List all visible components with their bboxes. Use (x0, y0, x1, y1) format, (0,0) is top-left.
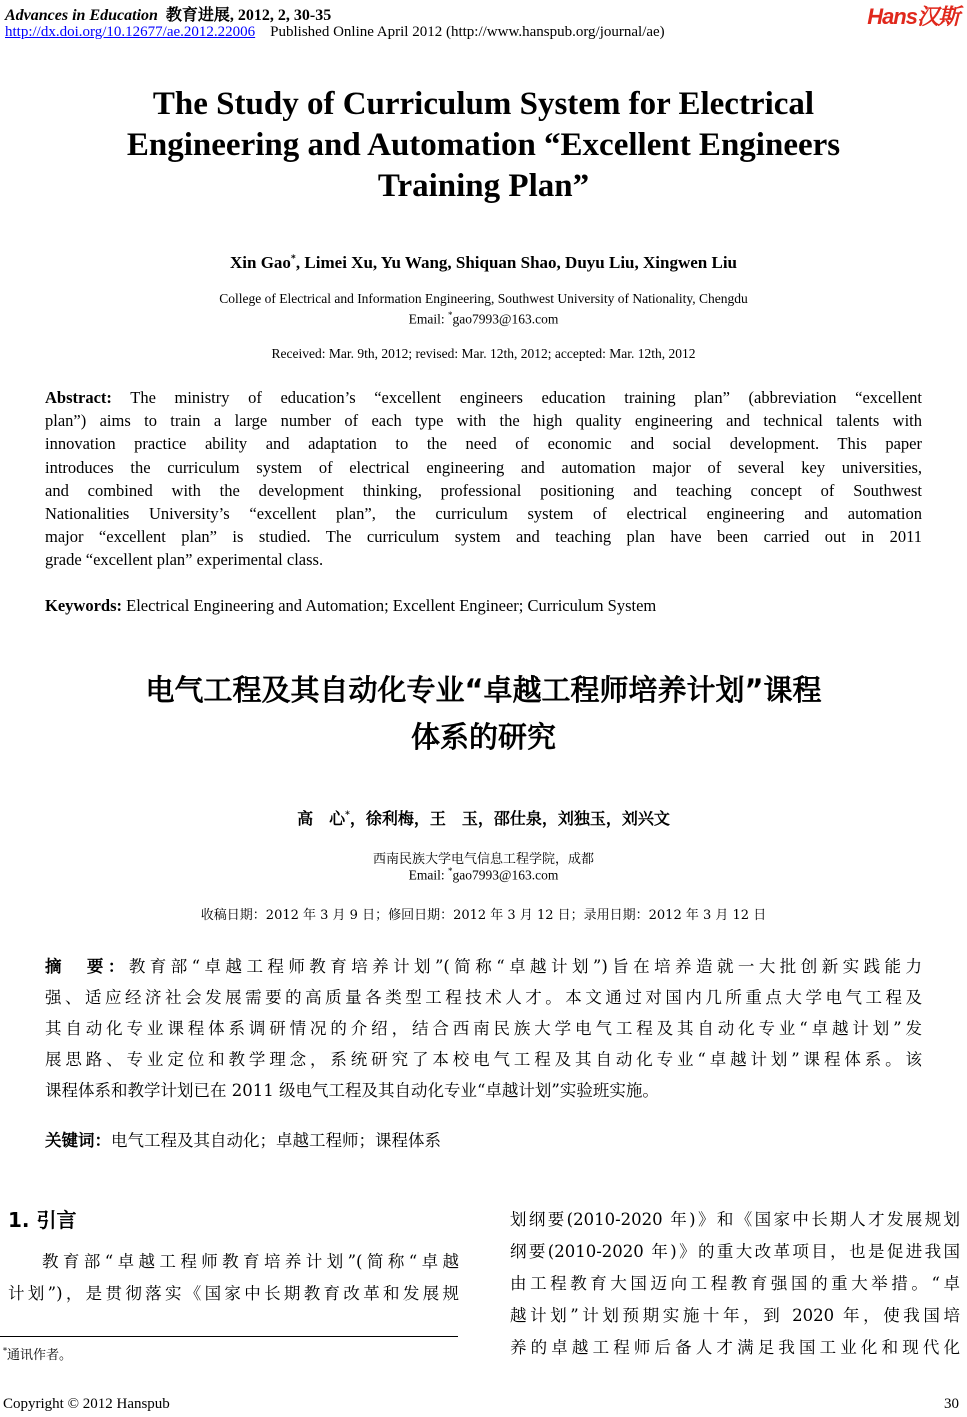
published-info: Published Online April 2012 (http://www.hanspub.org/journal/ae) (270, 24, 665, 40)
hans-logo: Hans汉斯 (867, 4, 959, 29)
abstract-line: Abstract: The ministry of education’s “excellent engineers education training plan” (abbreviation “excellent (45, 388, 923, 407)
abstract-line: introduces the curriculum system of electrical engineering and automation major of several key universities, (45, 458, 922, 477)
abstract-cn-line: 强、适应经济社会发展需要的高质量各类型工程技术人才。本文通过对国内几所重点大学电气工程及 (45, 988, 922, 1007)
title-en-line: The Study of Curriculum System for Electrical (152, 86, 815, 122)
keywords-en: Keywords: Electrical Engineering and Automation; Excellent Engineer; Curriculum System (45, 596, 657, 615)
section-heading: 1. 引言 (8, 1208, 77, 1232)
keywords-cn: 关键词：电气工程及其自动化；卓越工程师；课程体系 (45, 1131, 441, 1150)
body-line: 计划”)，是贯彻落实《国家中长期教育改革和发展规 (8, 1284, 459, 1303)
abstract-line: grade “excellent plan” experimental class. (45, 550, 324, 569)
email-en: Email: *gao7993@163.com (408, 310, 559, 327)
journal-issue: 教育进展, 2012, 2, 30-35 (165, 7, 332, 24)
abstract-cn-line: 课程体系和教学计划已在 2011 级电气工程及其自动化专业“卓越计划”实验班实施。 (45, 1081, 659, 1100)
abstract-cn-line: 摘 要：教育部“卓越工程师教育培养计划”(简称“卓越计划”)旨在培养造就一大批创新实践能力 (45, 957, 923, 976)
body-line: 纲要(2010-2020 年)》的重大改革项目，也是促进我国 (510, 1242, 960, 1261)
abstract-line: innovation practice ability and adaptation to the need of economic and social development. This paper (45, 434, 922, 453)
journal-header (5, 2, 331, 25)
body-line: 由工程教育大国迈向工程教育强国的重大举措。“卓 (510, 1274, 960, 1293)
doi-link[interactable]: http://dx.doi.org/10.12677/ae.2012.22006 (5, 24, 256, 40)
authors-en: Xin Gao*, Limei Xu, Yu Wang, Shiquan Shao, Duyu Liu, Xingwen Liu (229, 253, 738, 272)
footnote-rule (0, 1336, 458, 1337)
title-en-line: Training Plan” (377, 168, 590, 204)
affiliation-cn: 西南民族大学电气信息工程学院，成都 (372, 852, 594, 867)
abstract-cn-line: 展思路、专业定位和教学理念，系统研究了本校电气工程及其自动化专业“卓越计划”课程体系。该 (45, 1050, 922, 1069)
abstract-line: plan”) aims to train a large number of each type with the high quality engineering and technical talents with (45, 411, 922, 430)
affiliation-en: College of Electrical and Information Engineering, Southwest University of Nationality, Chengdu (219, 291, 748, 306)
dates-cn: 收稿日期：2012 年 3 月 9 日；修回日期：2012 年 3 月 12 日；录用日期：2012 年 3 月 12 日 (200, 908, 767, 923)
title-en-line: Engineering and Automation “Excellent Engineers (126, 127, 841, 163)
authors-cn: 高 心*，徐利梅，王 玉，邵仕泉，刘独玉，刘兴文 (297, 809, 670, 828)
journal-name: Advances in Education (5, 7, 158, 24)
body-line: 养的卓越工程师后备人才满足我国工业化和现代化 (510, 1338, 960, 1357)
dates-en: Received: Mar. 9th, 2012; revised: Mar. 12th, 2012; accepted: Mar. 12th, 2012 (271, 346, 696, 361)
title-cn-line: 体系的研究 (410, 720, 556, 754)
body-line: 越计划”计划预期实施十年，到 2020 年，使我国培 (510, 1306, 960, 1325)
abstract-line: Nationalities University’s “excellent plan”, the curriculum system of electrical engineering and automation (45, 504, 922, 523)
abstract-line: major “excellent plan” is studied. The curriculum system and teaching plan have been carried out in 2011 (45, 527, 922, 546)
page-number: 30 (944, 1396, 959, 1412)
body-line: 教育部“卓越工程师教育培养计划”(简称“卓越 (42, 1252, 459, 1271)
abstract-line: and combined with the development thinking, professional positioning and teaching concept of Southwest (45, 481, 922, 500)
body-line: 划纲要(2010-2020 年)》和《国家中长期人才发展规划 (510, 1210, 960, 1229)
footnote: *通讯作者。 (3, 1346, 73, 1363)
abstract-cn-line: 其自动化专业课程体系调研情况的介绍，结合西南民族大学电气工程及其自动化专业“卓越计划”发 (45, 1019, 922, 1038)
title-cn-line: 电气工程及其自动化专业“卓越工程师培养计划”课程 (145, 673, 822, 707)
email-cn: Email: *gao7993@163.com (408, 866, 559, 883)
copyright: Copyright © 2012 Hanspub (3, 1396, 170, 1412)
doi-line (5, 24, 665, 41)
